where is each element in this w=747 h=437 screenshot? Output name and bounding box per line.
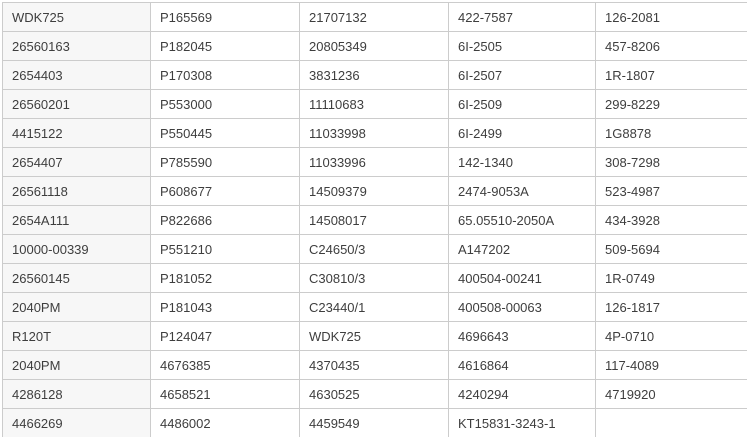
table-cell: 457-8206 (596, 32, 747, 61)
table-cell: P553000 (151, 90, 300, 119)
table-row (3, 351, 747, 380)
table-cell: 14508017 (300, 206, 449, 235)
table-row (3, 119, 747, 148)
row-header-cell: WDK725 (3, 3, 151, 32)
table-cell: 1G8878 (596, 119, 747, 148)
row-header-cell: 2040PM (3, 293, 151, 322)
parts-table-body (3, 3, 747, 437)
table-cell: 4616864 (449, 351, 596, 380)
table-cell (596, 409, 747, 437)
table-cell: 21707132 (300, 3, 449, 32)
table-cell: 4P-0710 (596, 322, 747, 351)
table-cell: 434-3928 (596, 206, 747, 235)
row-header-cell: 26560201 (3, 90, 151, 119)
table-cell: 126-1817 (596, 293, 747, 322)
table-cell: P822686 (151, 206, 300, 235)
table-cell: P550445 (151, 119, 300, 148)
table-row (3, 235, 747, 264)
table-cell: 400508-00063 (449, 293, 596, 322)
table-cell: 422-7587 (449, 3, 596, 32)
table-row (3, 177, 747, 206)
row-header-cell: R120T (3, 322, 151, 351)
table-cell: 6I-2509 (449, 90, 596, 119)
table-cell: A147202 (449, 235, 596, 264)
row-header-cell: 26560145 (3, 264, 151, 293)
table-cell: 4658521 (151, 380, 300, 409)
table-cell: 2474-9053A (449, 177, 596, 206)
table-row (3, 264, 747, 293)
table-cell: P124047 (151, 322, 300, 351)
table-cell: 6I-2507 (449, 61, 596, 90)
table-cell: 4486002 (151, 409, 300, 437)
table-cell: 4630525 (300, 380, 449, 409)
table-cell: 509-5694 (596, 235, 747, 264)
table-cell: C30810/3 (300, 264, 449, 293)
table-row (3, 3, 747, 32)
table-cell: WDK725 (300, 322, 449, 351)
table-cell: P170308 (151, 61, 300, 90)
table-cell: 65.05510-2050A (449, 206, 596, 235)
table-cell: 4370435 (300, 351, 449, 380)
table-cell: 400504-00241 (449, 264, 596, 293)
table-viewport (2, 2, 747, 437)
table-cell: 4719920 (596, 380, 747, 409)
table-cell: C23440/1 (300, 293, 449, 322)
table-cell: P785590 (151, 148, 300, 177)
table-row (3, 206, 747, 235)
row-header-cell: 2654407 (3, 148, 151, 177)
table-cell: 117-4089 (596, 351, 747, 380)
row-header-cell: 4286128 (3, 380, 151, 409)
table-cell: 299-8229 (596, 90, 747, 119)
table-cell: 308-7298 (596, 148, 747, 177)
table-row (3, 380, 747, 409)
table-cell: 1R-0749 (596, 264, 747, 293)
table-cell: P165569 (151, 3, 300, 32)
table-cell: P608677 (151, 177, 300, 206)
table-cell: 11033996 (300, 148, 449, 177)
table-cell: 11110683 (300, 90, 449, 119)
table-row (3, 409, 747, 437)
table-cell: 11033998 (300, 119, 449, 148)
table-cell: 1R-1807 (596, 61, 747, 90)
row-header-cell: 10000-00339 (3, 235, 151, 264)
table-row (3, 32, 747, 61)
table-cell: 523-4987 (596, 177, 747, 206)
table-cell: 4459549 (300, 409, 449, 437)
table-cell: 4696643 (449, 322, 596, 351)
table-cell: 20805349 (300, 32, 449, 61)
table-cell: KT15831-3243-1 (449, 409, 596, 437)
table-cell: 126-2081 (596, 3, 747, 32)
table-cell: 3831236 (300, 61, 449, 90)
table-cell: 14509379 (300, 177, 449, 206)
row-header-cell: 26560163 (3, 32, 151, 61)
table-cell: P181052 (151, 264, 300, 293)
row-header-cell: 26561118 (3, 177, 151, 206)
table-cell: P181043 (151, 293, 300, 322)
table-cell: P182045 (151, 32, 300, 61)
row-header-cell: 2654403 (3, 61, 151, 90)
row-header-cell: 4466269 (3, 409, 151, 437)
table-cell: 4240294 (449, 380, 596, 409)
table-row (3, 61, 747, 90)
table-cell: P551210 (151, 235, 300, 264)
table-row (3, 148, 747, 177)
row-header-cell: 2040PM (3, 351, 151, 380)
table-cell: C24650/3 (300, 235, 449, 264)
table-row (3, 293, 747, 322)
table-cell: 4676385 (151, 351, 300, 380)
row-header-cell: 2654A111 (3, 206, 151, 235)
table-row (3, 90, 747, 119)
row-header-cell: 4415122 (3, 119, 151, 148)
table-cell: 142-1340 (449, 148, 596, 177)
table-cell: 6I-2505 (449, 32, 596, 61)
table-row (3, 322, 747, 351)
table-cell: 6I-2499 (449, 119, 596, 148)
parts-cross-reference-table (2, 2, 747, 437)
